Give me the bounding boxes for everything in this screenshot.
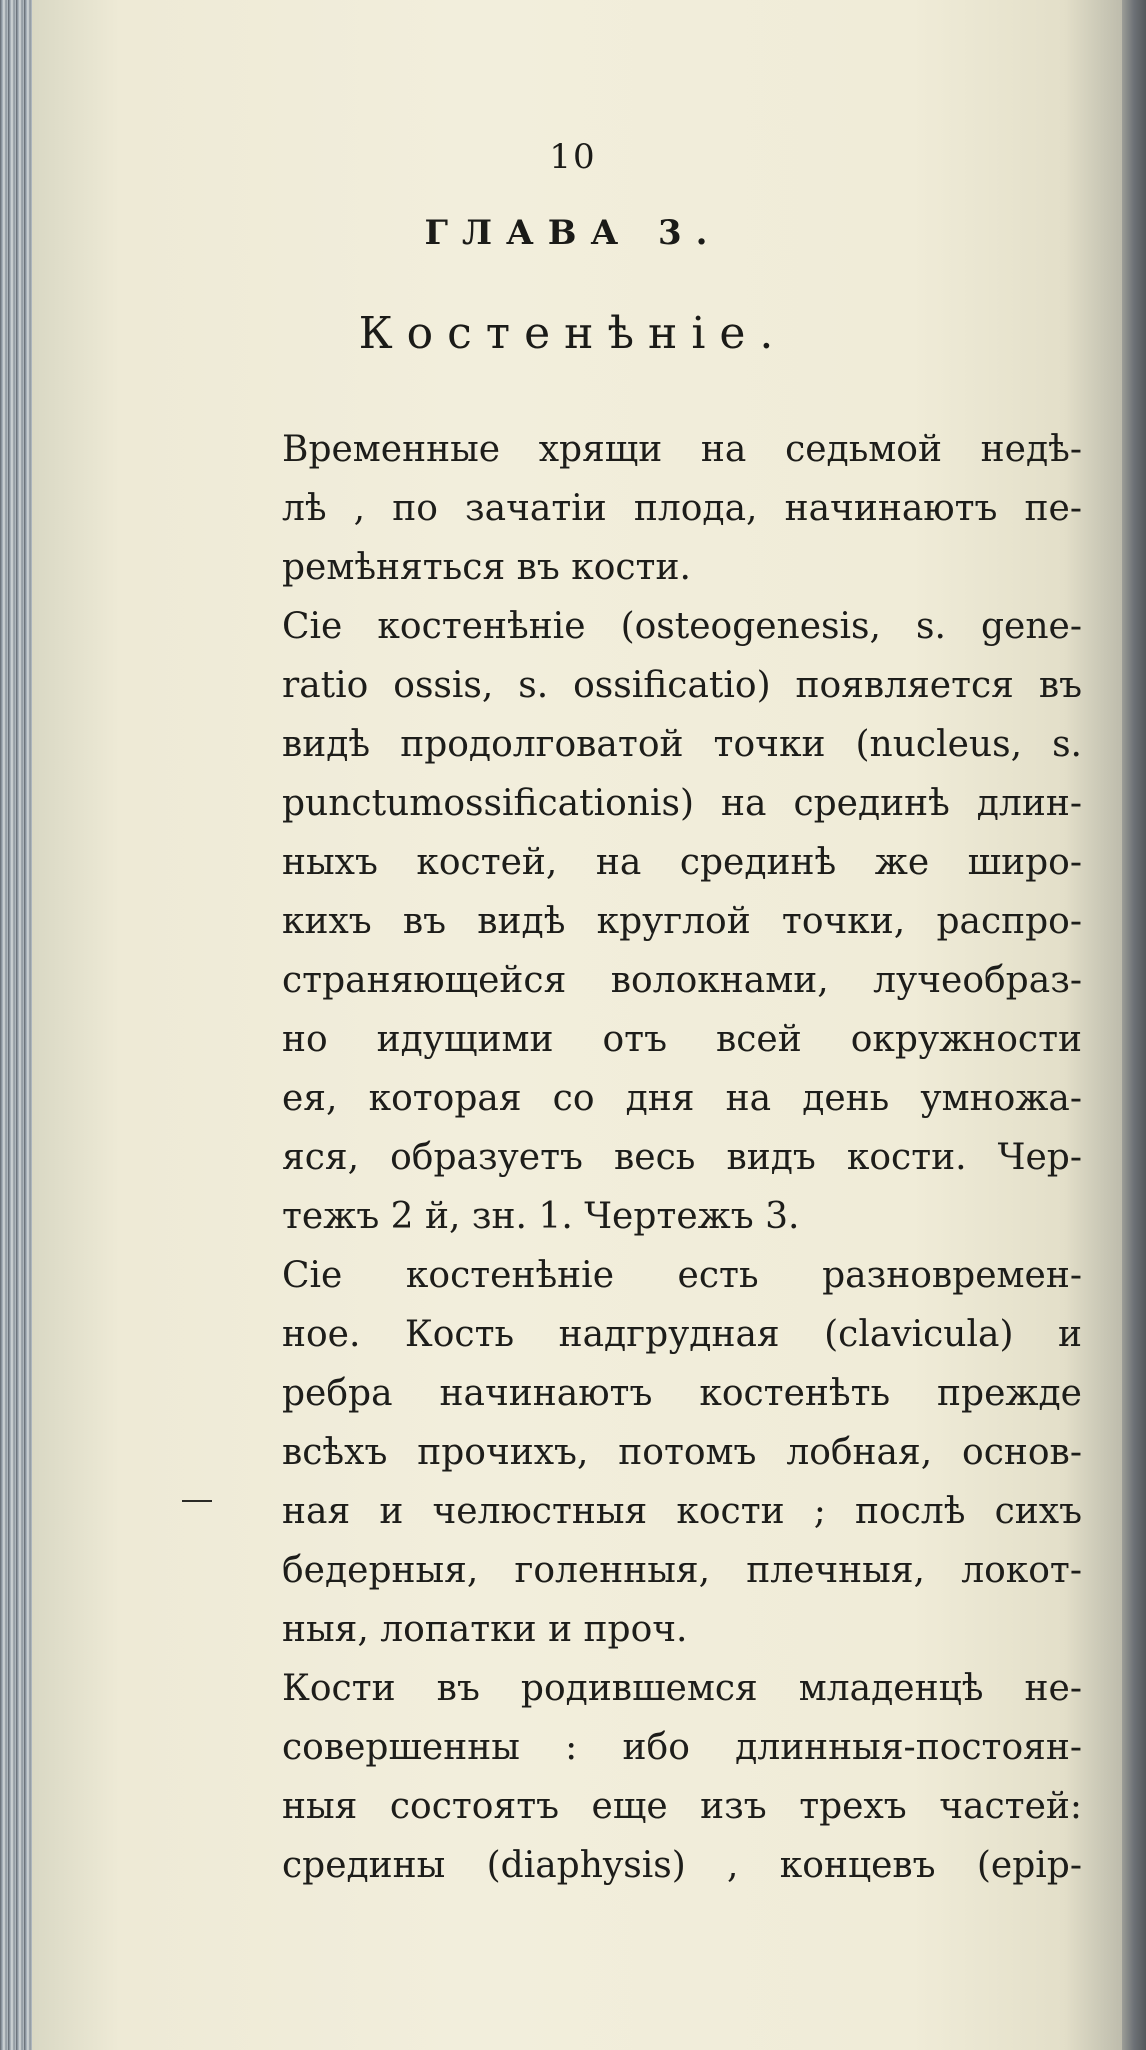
text-line: средины (diaphysis) , концевъ (epip- xyxy=(282,1845,1082,1886)
text-line: Кости въ родившемся младенцѣ не- xyxy=(282,1668,1082,1709)
text-line: ratio ossis, s. ossificatio) появляется въ xyxy=(282,665,1082,706)
text-line: ремѣняться въ кости. xyxy=(282,547,691,588)
text-line: ныхъ костей, на срединѣ же широ- xyxy=(282,842,1082,883)
text-line: ное. Кость надгрудная (clavicula) и xyxy=(282,1314,1082,1355)
text-line: но идущими отъ всей окружности xyxy=(282,1019,1082,1060)
text-line: Временные хрящи на седьмой недѣ- xyxy=(282,429,1082,470)
text-line: ная и челюстныя кости ; послѣ сихъ xyxy=(282,1491,1082,1532)
page-number: 10 xyxy=(549,137,597,177)
margin-dash-mark xyxy=(182,1500,212,1502)
text-line: Сіе костенѣніе (osteogenesis, s. gene- xyxy=(282,606,1082,647)
text-line: совершенны : ибо длинныя-постоян- xyxy=(282,1727,1082,1768)
text-line: тежъ 2 й, зн. 1. Чертежъ 3. xyxy=(282,1196,800,1237)
text-line: ребра начинаютъ костенѣть прежде xyxy=(282,1373,1082,1414)
chapter-heading: ГЛАВА 3. xyxy=(424,213,722,253)
text-line: кихъ въ видѣ круглой точки, распро- xyxy=(282,901,1082,942)
text-line: всѣхъ прочихъ, потомъ лобная, основ- xyxy=(282,1432,1082,1473)
text-line: ныя состоятъ еще изъ трехъ частей: xyxy=(282,1786,1082,1827)
text-line: ея, которая со дня на день умножа- xyxy=(282,1078,1082,1119)
text-line: видѣ продолговатой точки (nucleus, s. xyxy=(282,724,1082,765)
text-line: punctumossificationis) на срединѣ длин- xyxy=(282,783,1082,824)
text-line: бедерныя, голенныя, плечныя, локот- xyxy=(282,1550,1082,1591)
text-line: Сіе костенѣніе есть разновремен- xyxy=(282,1255,1082,1296)
section-title: Костенѣніе. xyxy=(358,308,788,359)
text-line: лѣ , по зачатіи плода, начинаютъ пе- xyxy=(282,488,1082,529)
text-line: яся, образуетъ весь видъ кости. Чер- xyxy=(282,1137,1082,1178)
text-line: страняющейся волокнами, лучеобраз- xyxy=(282,960,1082,1001)
text-line: ныя, лопатки и проч. xyxy=(282,1609,688,1650)
